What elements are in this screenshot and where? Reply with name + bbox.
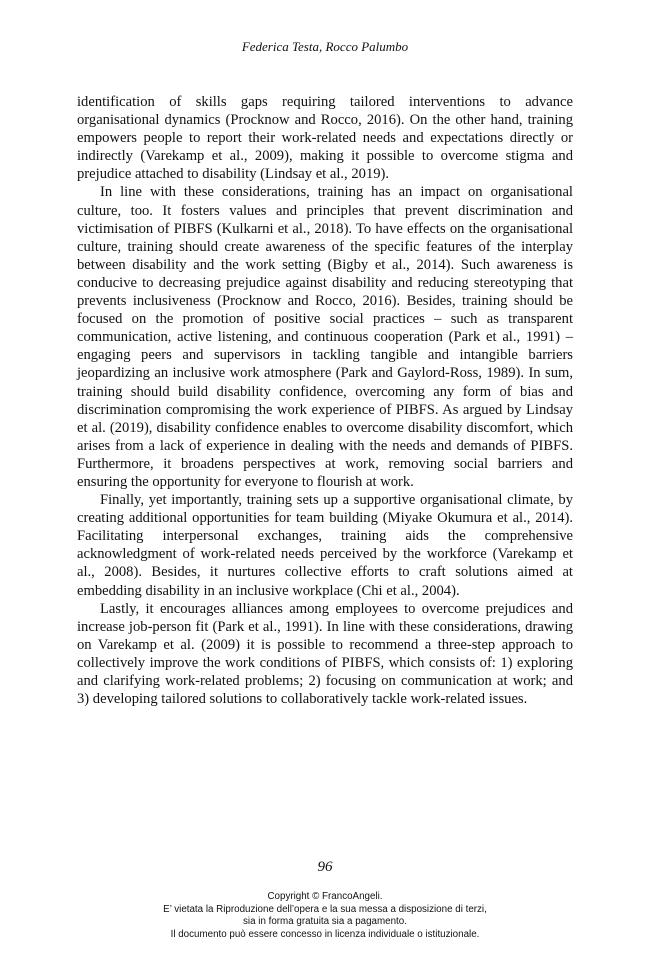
footer-line: Il documento può essere concesso in licenza individuale o istituzionale. bbox=[170, 928, 480, 940]
footer-line: Copyright © FrancoAngeli. bbox=[267, 891, 383, 902]
paragraph: Finally, yet importantly, training sets up a supportive organisational climate, by creating additional opportunities for team building (Miyake Okumura et al., 2014). Facilitating interpersonal exchanges, training aids the comprehensive acknowledgment of work-related needs perceived by the workforce (Varekamp et al., 2008). Besides, it nurtures collective efforts to craft solutions aimed at embedding disability in an inclusive workplace (Chi et al., 2004). bbox=[77, 492, 573, 599]
running-header: Federica Testa, Rocco Palumbo bbox=[241, 39, 409, 54]
copyright-footer bbox=[0, 891, 650, 941]
page-number: 96 bbox=[317, 859, 333, 875]
footer-line: sia in forma gratuita sia a pagamento. bbox=[243, 916, 407, 928]
paragraph: identification of skills gaps requiring tailored interventions to advance organisational dynamics (Procknow and Rocco, 2016). On the other hand, training empowers people to report their work-related needs and expectations directly or indirectly (Varekamp et al., 2009), making it possible to overcome stigma and prejudice attached to disability (Lindsay et al., 2019). bbox=[77, 94, 573, 183]
paragraph: In line with these considerations, training has an impact on organisational culture, too. It fosters values and principles that prevent discrimination and victimisation of PIBFS (Kulkarni et al., 2018). To have effects on the organisational culture, training should create awareness of the specific features of the interplay between disability and the work setting (Bigby et al., 2014). Such awareness is conducive to decreasing prejudice against disability and reducing stereotyping that prevents inclusiveness (Procknow and Rocco, 2016). Besides, training should be focused on the promotion of positive social practices – such as transparent communication, active listening, and continuous cooperation (Park et al., 1991) – engaging peers and supervisors in tackling tangible and intangible barriers jeopardizing an inclusive work atmosphere (Park and Gaylord-Ross, 1989). In sum, training should build disability confidence, overcoming any form of bias and discrimination compromising the work experience of PIBFS. As argued by Lindsay et al. (2019), disability confidence enables to overcome disability discomfort, which arises from a lack of experience in dealing with the needs and demands of PIBFS. Furthermore, it broadens perspectives at work, removing social barriers and ensuring the opportunity for everyone to flourish at work. bbox=[77, 184, 573, 490]
footer-line: E’ vietata la Riproduzione dell’opera e la sua messa a disposizione di terzi, bbox=[163, 903, 487, 915]
paragraph: Lastly, it encourages alliances among employees to overcome prejudices and increase job-person fit (Park et al., 1991). In line with these considerations, drawing on Varekamp et al. (2009) it is possible to recommend a three-step approach to collectively improve the work conditions of PIBFS, which consists of: 1) exploring and clarifying work-related problems; 2) focusing on communication at work; and 3) developing tailored solutions to collaboratively tackle work-related issues. bbox=[77, 600, 573, 708]
body-text bbox=[77, 93, 573, 708]
